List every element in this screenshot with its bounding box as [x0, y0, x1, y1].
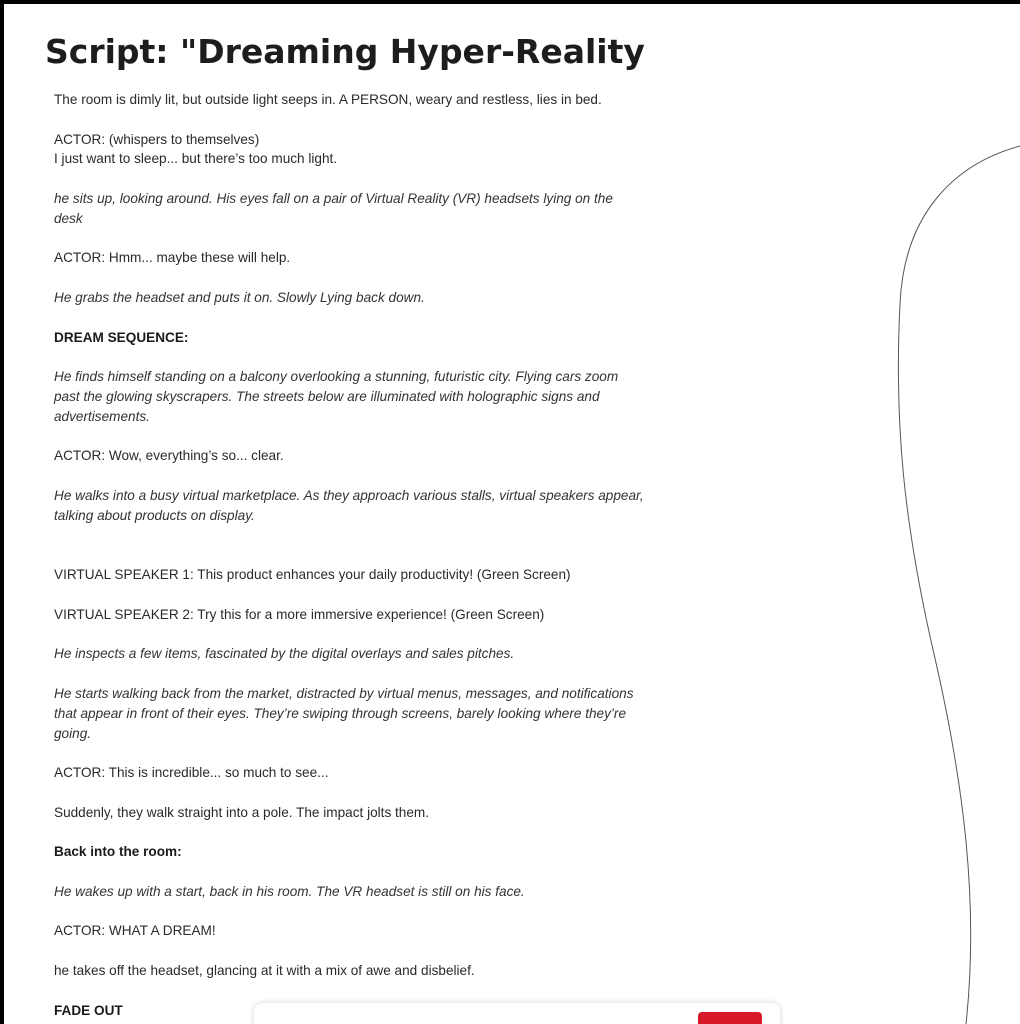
script-paragraph: ACTOR: This is incredible... so much to see...	[54, 765, 329, 781]
script-paragraph: He walks into a busy virtual marketplace. As they approach various stalls, virtual speakers appear, talking about products on display.	[54, 487, 644, 523]
script-heading: Back into the room:	[54, 844, 182, 860]
script-paragraph: ACTOR: (whispers to themselves) I just want to sleep... but there’s too much light.	[54, 131, 338, 167]
script-paragraph: The room is dimly lit, but outside light seeps in. A PERSON, weary and restless, lies in bed.	[54, 92, 602, 107]
script-paragraph: He starts walking back from the market, distracted by virtual menus, messages, and notifications that appear in front of their eyes. They’re swiping through screens, barely looking where they’re going.	[54, 685, 634, 741]
toolbar-action-button[interactable]	[698, 1012, 762, 1024]
script-paragraph: he takes off the headset, glancing at it with a mix of awe and disbelief.	[54, 963, 475, 979]
script-heading: FADE OUT	[54, 1002, 123, 1018]
document-title: Script: "Dreaming Hyper-Reality	[45, 32, 645, 71]
script-paragraph: ACTOR: WHAT A DREAM!	[54, 923, 216, 939]
script-paragraph: VIRTUAL SPEAKER 1: This product enhances your daily productivity! (Green Screen)	[54, 567, 571, 583]
script-paragraph: ACTOR: Wow, everything’s so... clear.	[54, 448, 284, 464]
script-paragraph: He finds himself standing on a balcony overlooking a stunning, futuristic city. Flying cars zoom past the glowing skyscrapers. The streets below are illuminated with holographic signs and advertisements.	[54, 369, 619, 424]
document-page	[4, 4, 1020, 1024]
script-heading: DREAM SEQUENCE:	[54, 329, 189, 345]
script-paragraph: ACTOR: Hmm... maybe these will help.	[54, 250, 291, 266]
script-paragraph: Suddenly, they walk straight into a pole. The impact jolts them.	[54, 804, 430, 820]
script-body	[54, 90, 644, 1024]
script-paragraph: VIRTUAL SPEAKER 2: Try this for a more immersive experience! (Green Screen)	[54, 606, 545, 622]
curve-line	[898, 146, 1020, 1024]
script-paragraph: He inspects a few items, fascinated by the digital overlays and sales pitches.	[54, 646, 515, 662]
script-paragraph: He wakes up with a start, back in his room. The VR headset is still on his face.	[54, 883, 525, 899]
script-paragraph: He grabs the headset and puts it on. Slowly Lying back down.	[54, 289, 425, 305]
floating-toolbar[interactable]	[254, 1003, 780, 1024]
script-paragraph: he sits up, looking around. His eyes fall on a pair of Virtual Reality (VR) headsets lying on the desk	[54, 190, 613, 226]
